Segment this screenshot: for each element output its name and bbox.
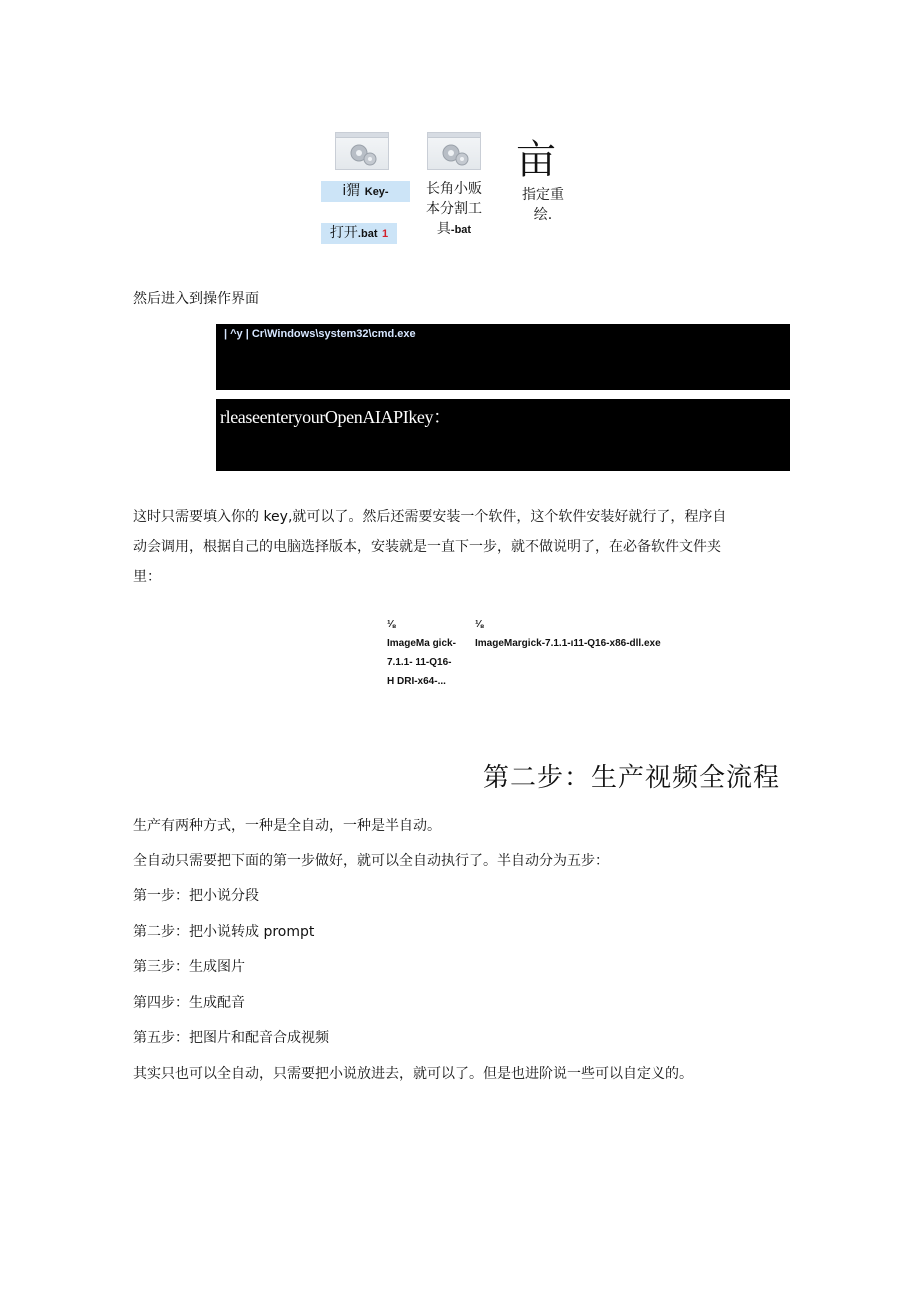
section-line: 生产有两种方式，一种是全自动，一种是半自动。	[133, 818, 441, 834]
file-label-redraw[interactable]: 指定重 绘.	[522, 187, 564, 223]
section-heading: 第二步：生产视频全流程	[482, 763, 780, 793]
cmd-window-titlebar	[216, 324, 790, 390]
gear-icon	[346, 139, 380, 169]
section-line: 第四步：生成配音	[133, 995, 245, 1011]
file-label-open-bat[interactable]: 打开.bat 1	[321, 223, 397, 244]
section-line: 第二步：把小说转成 prompt	[133, 924, 315, 940]
gear-icon	[438, 139, 472, 169]
file-glyph-icon[interactable]: 亩	[516, 137, 556, 183]
section-line: 第三步：生成图片	[133, 959, 245, 975]
intro-text: 然后进入到操作界面	[133, 291, 259, 307]
bat-file-icon[interactable]	[427, 132, 481, 170]
cmd-console	[216, 399, 790, 471]
paragraph-install: 这时只需要填入你的 key,就可以了。然后还需要安装一个软件，这个软件安装好就行了，程序自 动会调用，根据自己的电脑选择版本，安装就是一直下一步，就不做说明了，在必备软件文件夹 里：	[133, 509, 727, 585]
section-line: 第一步：把小说分段	[133, 888, 259, 904]
bat-file-icon[interactable]	[335, 132, 389, 170]
installer-icon: ⅛	[475, 619, 484, 630]
console-prompt: rleaseenteryourOpenAIAPIkey：	[220, 407, 451, 427]
section-line: 其实只也可以全自动，只需要把小说放进去，就可以了。但是也进阶说一些可以自定义的。	[133, 1066, 693, 1082]
installer-icon: ⅛	[387, 619, 396, 630]
file-label-key-bat[interactable]: i猬 Key-	[321, 181, 410, 202]
file-imagemagick-x86[interactable]: ⅛ ImageMargick-7.1.1-ı11-Q16-x86-dll.exe	[475, 615, 661, 653]
file-label-split-tool-bat[interactable]: 长角小贩 本分割工 具-bat	[426, 181, 482, 237]
section-line: 第五步：把图片和配音合成视频	[133, 1030, 329, 1046]
file-imagemagick-x64[interactable]: ⅛ ImageMa gick- 7.1.1- 11-Q16- H DRI-x64-...	[387, 615, 456, 691]
section-line: 全自动只需要把下面的第一步做好，就可以全自动执行了。半自动分为五步：	[133, 853, 609, 869]
cmd-window-title: | ^y | Cr\Windows\system32\cmd.exe	[224, 328, 416, 340]
